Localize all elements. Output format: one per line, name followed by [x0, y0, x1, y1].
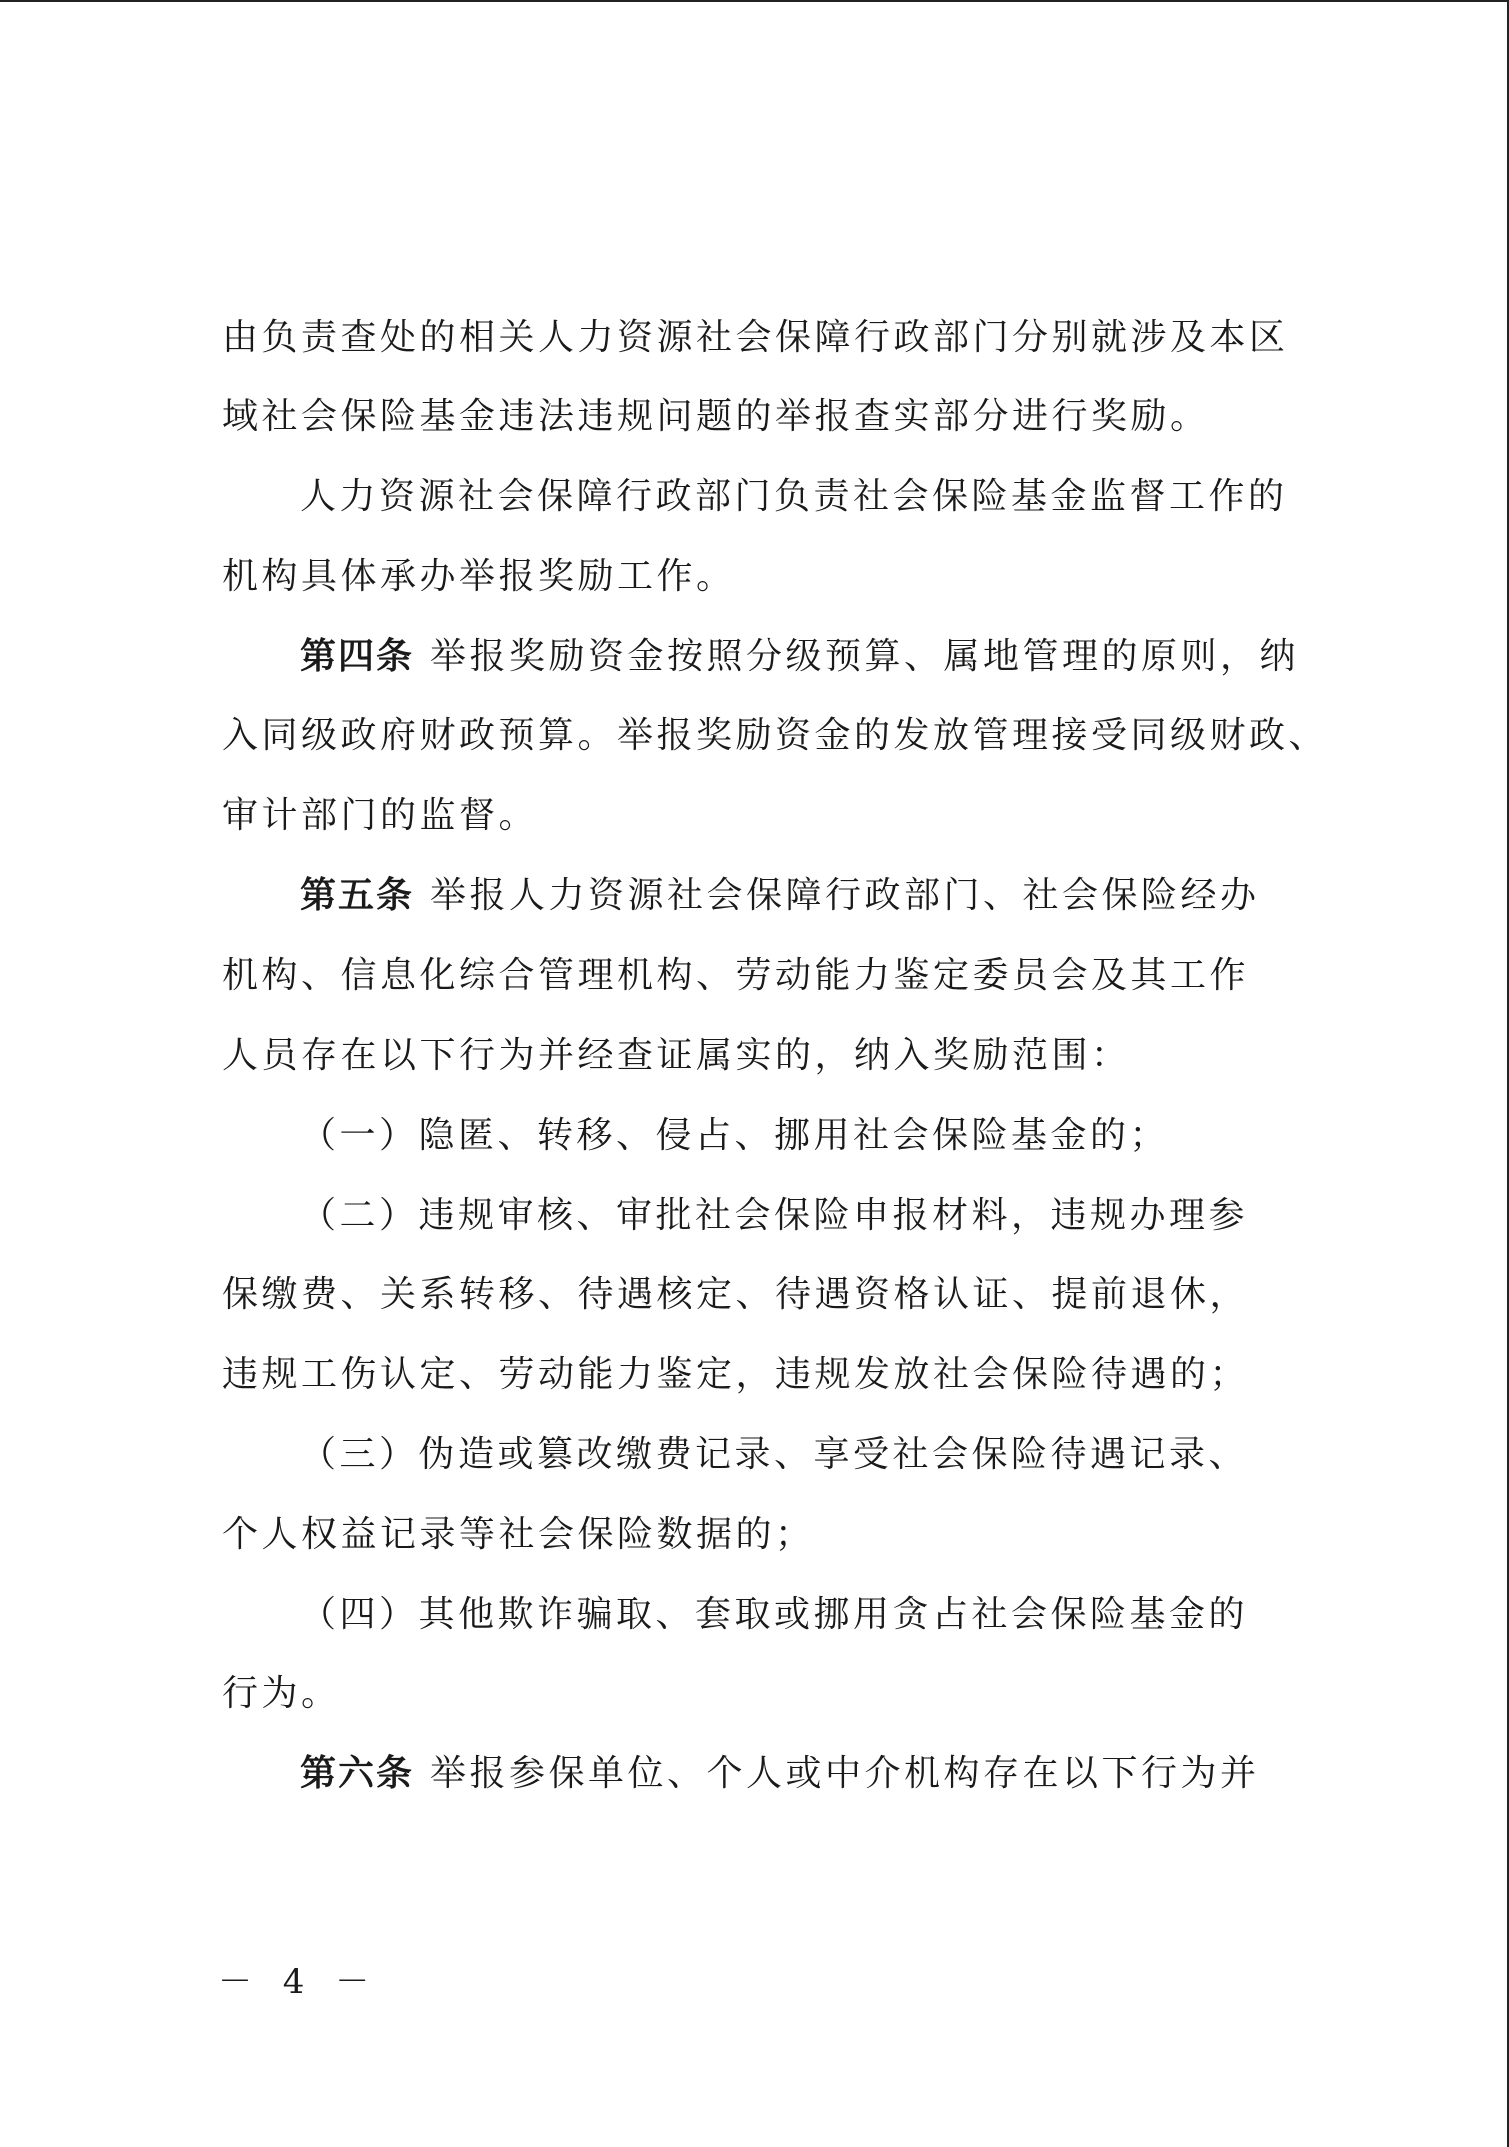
- article-heading: 第五条: [300, 875, 415, 916]
- list-item-2-line-3: [222, 1351, 1332, 1399]
- line-text: 违规工伤认定、劳动能力鉴定，违规发放社会保险待遇的；: [222, 1354, 1250, 1395]
- article-6-line-1: [300, 1750, 1332, 1798]
- line-text: 个人权益记录等社会保险数据的；: [222, 1514, 815, 1555]
- text-line-2: [222, 393, 1332, 441]
- list-item-4-line-1: [300, 1591, 1332, 1639]
- line-text: 保缴费、关系转移、待遇核定、待遇资格认证、提前退休，: [222, 1274, 1250, 1315]
- line-text: 审计部门的监督。: [222, 795, 539, 836]
- page-number: － 4 －: [218, 1962, 380, 2002]
- line-text: 举报参保单位、个人或中介机构存在以下行为并: [430, 1753, 1260, 1794]
- line-text: （二）违规审核、审批社会保险申报材料，违规办理参: [300, 1195, 1249, 1236]
- line-text: （三）伪造或篡改缴费记录、享受社会保险待遇记录、: [300, 1434, 1249, 1475]
- line-text: 域社会保险基金违法违规问题的举报查实部分进行奖励。: [222, 396, 1210, 437]
- text-line-4: [222, 553, 1332, 601]
- text-line-10: [222, 1032, 1332, 1080]
- list-item-1: [300, 1112, 1332, 1160]
- list-item-3-line-1: [300, 1431, 1332, 1479]
- article-heading: 第四条: [300, 636, 415, 677]
- text-line-3: [300, 473, 1332, 521]
- line-text: 机构、信息化综合管理机构、劳动能力鉴定委员会及其工作: [222, 955, 1250, 996]
- line-text: 举报人力资源社会保障行政部门、社会保险经办: [430, 875, 1260, 916]
- list-item-4-line-2: [222, 1670, 1332, 1718]
- line-text: 由负责查处的相关人力资源社会保障行政部门分别就涉及本区: [222, 317, 1289, 358]
- text-line-7: [222, 792, 1332, 840]
- line-text: 人员存在以下行为并经查证属实的，纳入奖励范围：: [222, 1035, 1131, 1076]
- line-text: （一）隐匿、转移、侵占、挪用社会保险基金的；: [300, 1115, 1170, 1156]
- line-text: 入同级政府财政预算。举报奖励资金的发放管理接受同级财政、: [222, 715, 1329, 756]
- line-text: （四）其他欺诈骗取、套取或挪用贪占社会保险基金的: [300, 1594, 1249, 1635]
- text-line-6: [222, 712, 1332, 760]
- list-item-2-line-2: [222, 1271, 1332, 1319]
- text-line-9: [222, 952, 1332, 1000]
- list-item-2-line-1: [300, 1192, 1332, 1240]
- article-5-line-1: [300, 872, 1332, 920]
- article-4-line-1: [300, 633, 1332, 681]
- article-heading: 第六条: [300, 1753, 415, 1794]
- list-item-3-line-2: [222, 1511, 1332, 1559]
- line-text: 机构具体承办举报奖励工作。: [222, 556, 736, 597]
- text-line-1: [222, 314, 1332, 362]
- line-text: 举报奖励资金按照分级预算、属地管理的原则，纳: [430, 636, 1300, 677]
- line-text: 人力资源社会保障行政部门负责社会保险基金监督工作的: [300, 476, 1288, 517]
- line-text: 行为。: [222, 1673, 341, 1714]
